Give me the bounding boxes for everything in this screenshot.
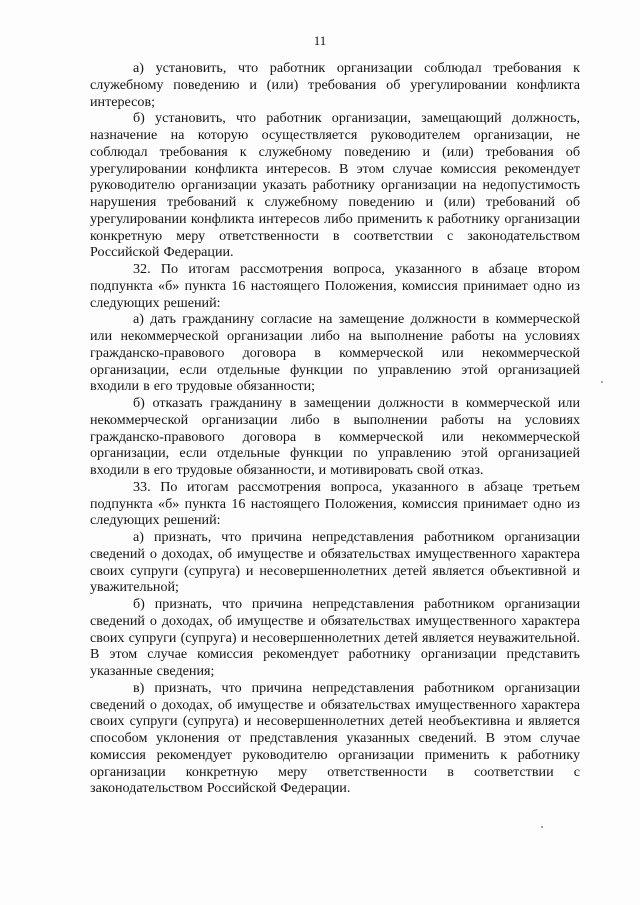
paragraph-32: 32. По итогам рассмотрения вопроса, указанного в абзаце втором подпункта «б» пункта 16 настоящего Положения, комиссия принимает одно из следующих решений: — [90, 261, 580, 311]
scan-speck — [541, 826, 543, 828]
paragraph-33b: б) признать, что причина непредставления работником организации сведений о доходах, об имуществе и обязательствах имущественного характера своих супруги (супруга) и несовершеннолетних детей является неуважительной. В этом случае комиссия рекомендует работнику организации представить указанные сведения; — [90, 596, 580, 679]
paragraph-33c: в) признать, что причина непредставления работником организации сведений о доходах, об имуществе и обязательствах имущественного характера своих супруги (супруга) и несовершеннолетних детей необъективна и является способом уклонения от представления указанных сведений. В этом случае комиссия рекомендует руководителю организации применить к работнику организации конкретную меру ответственности в соответствии с законодательством Российской Федерации. — [90, 679, 580, 797]
paragraph-32a: а) дать гражданину согласие на замещение должности в коммерческой или некоммерческой организации либо на выполнение работы на условиях гражданско-правового договора в коммерческой или некоммерческой организации, если отдельные функции по управлению этой организацией входили в его трудовые обязанности; — [90, 311, 580, 395]
scan-speck — [601, 381, 603, 383]
page-number: 11 — [313, 33, 327, 48]
paragraph-33a: а) признать, что причина непредставления работником организации сведений о доходах, об имуществе и обязательствах имущественного характера своих супруги (супруга) и несовершеннолетних детей является объективной и уважительной; — [90, 529, 580, 596]
paragraph-32b: б) отказать гражданину в замещении должности в коммерческой или некоммерческой организации либо в выполнении работы на условиях гражданско-правового договора в коммерческой или некоммерческой организации, если отдельные функции по управлению этой организацией входили в его трудовые обязанности, и мотивировать свой отказ. — [90, 395, 580, 478]
paragraph-1b: б) установить, что работник организации, замещающий должность, назначение на которую осуществляется руководителем организации, не соблюдал требования к служебному поведению и (или) требования об урегулировании конфликта интересов. В этом случае комиссия рекомендует руководителю организации указать работнику организации на недопустимость нарушения требований к служебному поведению и (или) требований об урегулировании конфликта интересов либо применить к работнику организации конкретную меру ответственности в соответствии с законодательством Российской Федерации. — [90, 110, 580, 261]
paragraph-1a: а) установить, что работник организации соблюдал требования к служебному поведению и (или) требования об урегулировании конфликта интересов; — [90, 60, 580, 110]
document-body — [90, 60, 580, 797]
paragraph-33: 33. По итогам рассмотрения вопроса, указанного в абзаце третьем подпункта «б» пункта 16 настоящего Положения, комиссия принимает одно из следующих решений: — [90, 478, 580, 529]
